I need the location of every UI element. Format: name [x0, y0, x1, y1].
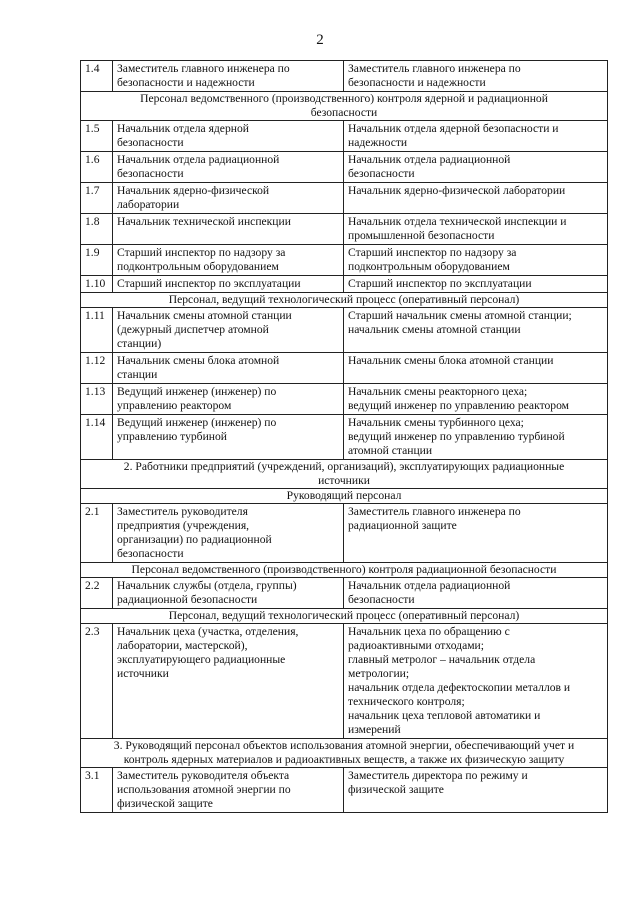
section-header-row: [81, 293, 608, 308]
table-row: [81, 214, 608, 245]
row-number: 1.12: [81, 353, 113, 384]
table-row: [81, 61, 608, 92]
section-header-row: [81, 92, 608, 121]
section-header-row: [81, 460, 608, 489]
document-table: [80, 60, 608, 813]
current-position: Заместитель руководителя объекта использования атомной энергии по физической защите: [113, 768, 344, 813]
row-number: 1.7: [81, 183, 113, 214]
current-position: Начальник отдела ядерной безопасности: [113, 121, 344, 152]
section-header: Персонал, ведущий технологический процесс (оперативный персонал): [81, 293, 608, 308]
table-row: [81, 415, 608, 460]
row-number: 1.11: [81, 308, 113, 353]
row-number: 1.13: [81, 384, 113, 415]
current-position: Начальник цеха (участка, отделения, лаборатории, мастерской), эксплуатирующего радиационные источники: [113, 624, 344, 739]
table-row: [81, 183, 608, 214]
new-position: Начальник смены блока атомной станции: [344, 353, 608, 384]
section-header: Персонал, ведущий технологический процесс (оперативный персонал): [81, 609, 608, 624]
current-position: Начальник смены атомной станции (дежурный диспетчер атомной станции): [113, 308, 344, 353]
current-position: Начальник отдела радиационной безопасности: [113, 152, 344, 183]
row-number: 3.1: [81, 768, 113, 813]
row-number: 1.14: [81, 415, 113, 460]
current-position: Заместитель главного инженера по безопасности и надежности: [113, 61, 344, 92]
new-position: Старший инспектор по эксплуатации: [344, 276, 608, 293]
row-number: 2.1: [81, 504, 113, 563]
row-number: 2.2: [81, 578, 113, 609]
row-number: 1.8: [81, 214, 113, 245]
new-position: Начальник смены турбинного цеха; ведущий инженер по управлению турбиной атомной станции: [344, 415, 608, 460]
section-header-row: [81, 489, 608, 504]
row-number: 1.9: [81, 245, 113, 276]
new-position: Начальник смены реакторного цеха; ведущий инженер по управлению реактором: [344, 384, 608, 415]
current-position: Начальник службы (отдела, группы) радиационной безопасности: [113, 578, 344, 609]
section-header: Персонал ведомственного (производственного) контроля ядерной и радиационной безопасности: [81, 92, 608, 121]
section-header: 2. Работники предприятий (учреждений, организаций), эксплуатирующих радиационные источники: [81, 460, 608, 489]
page-number: 2: [316, 32, 324, 48]
table-row: [81, 121, 608, 152]
row-number: 1.10: [81, 276, 113, 293]
row-number: 2.3: [81, 624, 113, 739]
table-row: [81, 768, 608, 813]
current-position: Старший инспектор по надзору за подконтрольным оборудованием: [113, 245, 344, 276]
table-row: [81, 384, 608, 415]
table-row: [81, 353, 608, 384]
table-body: [81, 61, 608, 813]
new-position: Заместитель главного инженера по безопасности и надежности: [344, 61, 608, 92]
section-header: Руководящий персонал: [81, 489, 608, 504]
current-position: Начальник ядерно-физической лаборатории: [113, 183, 344, 214]
new-position: Начальник отдела радиационной безопасности: [344, 578, 608, 609]
section-header: Персонал ведомственного (производственного) контроля радиационной безопасности: [81, 563, 608, 578]
new-position: Начальник цеха по обращению с радиоактивными отходами; главный метролог – начальник отдела метрологии; начальник отдела дефектоскопии металлов и технического контроля; начальник цеха тепловой автоматики и измерений: [344, 624, 608, 739]
new-position: Начальник отдела радиационной безопасности: [344, 152, 608, 183]
new-position: Старший начальник смены атомной станции; начальник смены атомной станции: [344, 308, 608, 353]
current-position: Ведущий инженер (инженер) по управлению реактором: [113, 384, 344, 415]
row-number: 1.6: [81, 152, 113, 183]
new-position: Начальник отдела ядерной безопасности и надежности: [344, 121, 608, 152]
table-row: [81, 578, 608, 609]
section-header: 3. Руководящий персонал объектов использования атомной энергии, обеспечивающий учет и контроль ядерных материалов и радиоактивных веществ, а также их физическую защиту: [81, 739, 608, 768]
new-position: Заместитель директора по режиму и физической защите: [344, 768, 608, 813]
current-position: Ведущий инженер (инженер) по управлению турбиной: [113, 415, 344, 460]
table-row: [81, 308, 608, 353]
table-row: [81, 245, 608, 276]
new-position: Начальник отдела технической инспекции и промышленной безопасности: [344, 214, 608, 245]
new-position: Заместитель главного инженера по радиационной защите: [344, 504, 608, 563]
table-row: [81, 624, 608, 739]
row-number: 1.5: [81, 121, 113, 152]
new-position: Старший инспектор по надзору за подконтрольным оборудованием: [344, 245, 608, 276]
table-row: [81, 276, 608, 293]
current-position: Начальник смены блока атомной станции: [113, 353, 344, 384]
table-row: [81, 504, 608, 563]
section-header-row: [81, 563, 608, 578]
table-row: [81, 152, 608, 183]
new-position: Начальник ядерно-физической лаборатории: [344, 183, 608, 214]
current-position: Начальник технической инспекции: [113, 214, 344, 245]
row-number: 1.4: [81, 61, 113, 92]
current-position: Заместитель руководителя предприятия (учреждения, организации) по радиационной безопасности: [113, 504, 344, 563]
section-header-row: [81, 739, 608, 768]
section-header-row: [81, 609, 608, 624]
current-position: Старший инспектор по эксплуатации: [113, 276, 344, 293]
